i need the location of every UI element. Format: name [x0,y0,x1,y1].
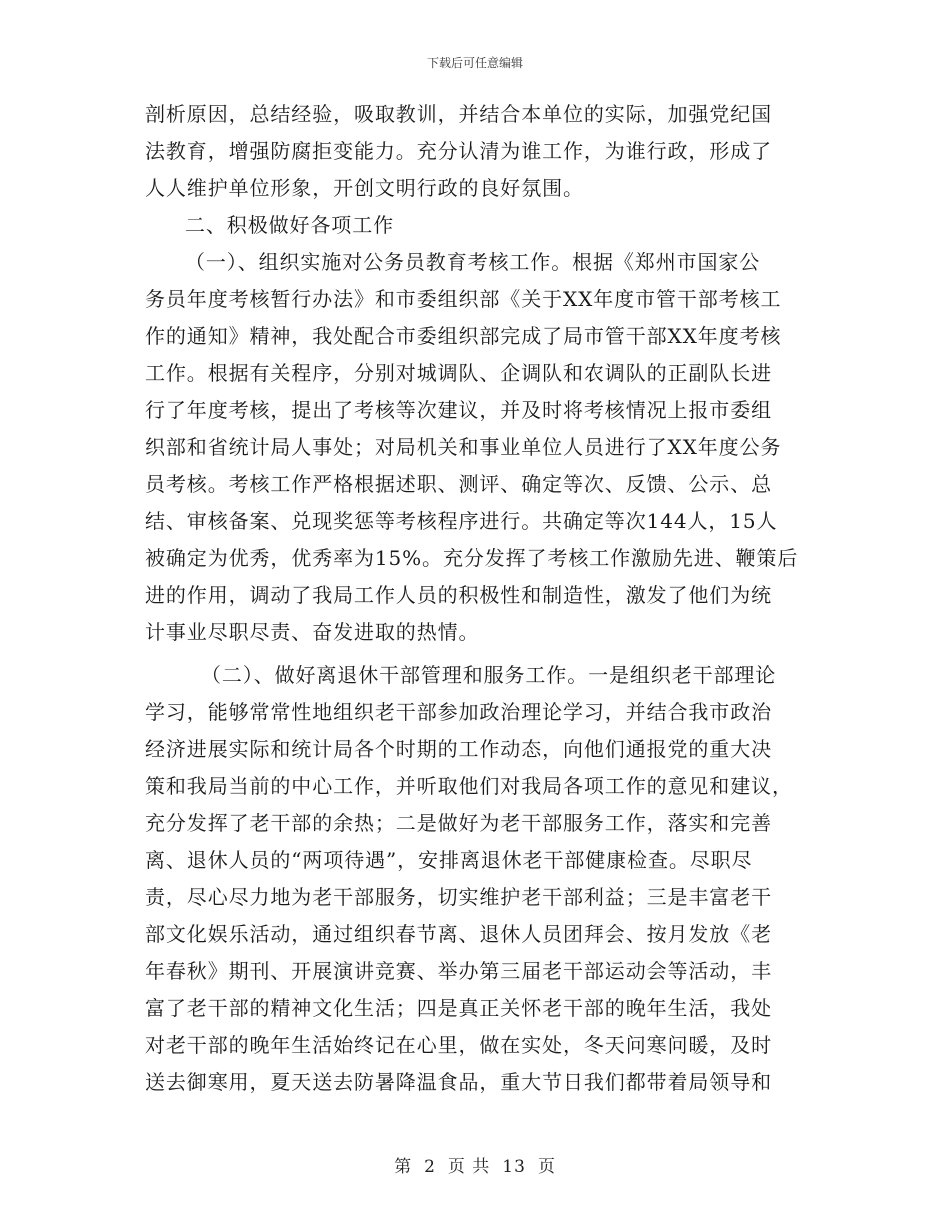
text-line: 进的作用，调动了我局工作人员的积极性和制造性，激发了他们为统 [145,583,772,607]
text-line: 策和我局当前的中心工作，并听取他们对我局各项工作的意见和建议， [145,774,793,798]
page-header-note: 下载后可任意编辑 [426,56,523,70]
text-line: 学习，能够常常性地组织老干部参加政治理论学习，并结合我市政治 [145,700,772,724]
text-line: 织部和省统计局人事处；对局机关和事业单位人员进行了XX年度公务 [145,435,782,459]
text-line: 充分发挥了老干部的余热；二是做好为老干部服务工作，落实和完善 [145,811,772,835]
text-line: 经济进展实际和统计局各个时期的工作动态，向他们通报党的重大决 [145,737,772,761]
text-line: 计事业尽职尽责、奋发进取的热情。 [145,620,480,644]
text-line: 务员年度考核暂行办法》和市委组织部《关于XX年度市管干部考核工 [145,287,782,311]
text-line: 结、审核备案、兑现奖惩等考核程序进行。共确定等次144人，15人 [145,509,778,533]
text-line: 部文化娱乐活动，通过组织春节离、退休人员团拜会、按月发放《老 [145,922,772,946]
text-line: 送去御寒用，夏天送去防暑降温食品，重大节日我们都带着局领导和 [145,1070,772,1094]
text-line: 工作。根据有关程序，分别对城调队、企调队和农调队的正副队长进 [145,361,772,385]
text-line: 人人维护单位形象，开创文明行政的良好氛围。 [145,176,584,200]
text-line: 离、退休人员的“两项待遇”，安排离退休老干部健康检查。尽职尽 [145,848,753,872]
text-line: 作的通知》精神，我处配合市委组织部完成了局市管干部XX年度考核 [145,324,782,348]
footer-prefix: 第 [394,1157,413,1177]
text-line: 对老干部的晚年生活始终记在心里，做在实处，冬天问寒问暖，及时 [145,1033,772,1057]
text-line: 被确定为优秀，优秀率为15%。充分发挥了考核工作激励先进、鞭策后 [145,546,799,570]
section-heading: 二、积极做好各项工作 [185,213,394,237]
text-line: 年春秋》期刊、开展演讲竞赛、举办第三届老干部运动会等活动，丰 [145,959,772,983]
text-line: 法教育，增强防腐拒变能力。充分认清为谁工作，为谁行政，形成了 [145,139,772,163]
text-line: （二）、做好离退休干部管理和服务工作。一是组织老干部理论 [201,663,777,687]
page-footer [0,1152,950,1177]
text-line: 富了老干部的精神文化生活；四是真正关怀老干部的晚年生活，我处 [145,996,772,1020]
text-line: 剖析原因，总结经验，吸取教训，并结合本单位的实际，加强党纪国 [145,102,772,126]
document-body [145,96,800,1101]
current-page-number: 2 [424,1157,436,1177]
text-line: 责，尽心尽力地为老干部服务，切实维护老干部利益；三是丰富老干 [145,885,772,909]
footer-suffix: 页 [537,1157,556,1177]
total-pages-number: 13 [502,1157,526,1177]
text-line: 员考核。考核工作严格根据述职、测评、确定等次、反馈、公示、总 [145,472,772,496]
text-line: （一）、组织实施对公务员教育考核工作。根据《郑州市国家公 [185,250,761,274]
footer-middle: 页 共 [447,1157,491,1177]
text-line: 行了年度考核，提出了考核等次建议，并及时将考核情况上报市委组 [145,398,772,422]
